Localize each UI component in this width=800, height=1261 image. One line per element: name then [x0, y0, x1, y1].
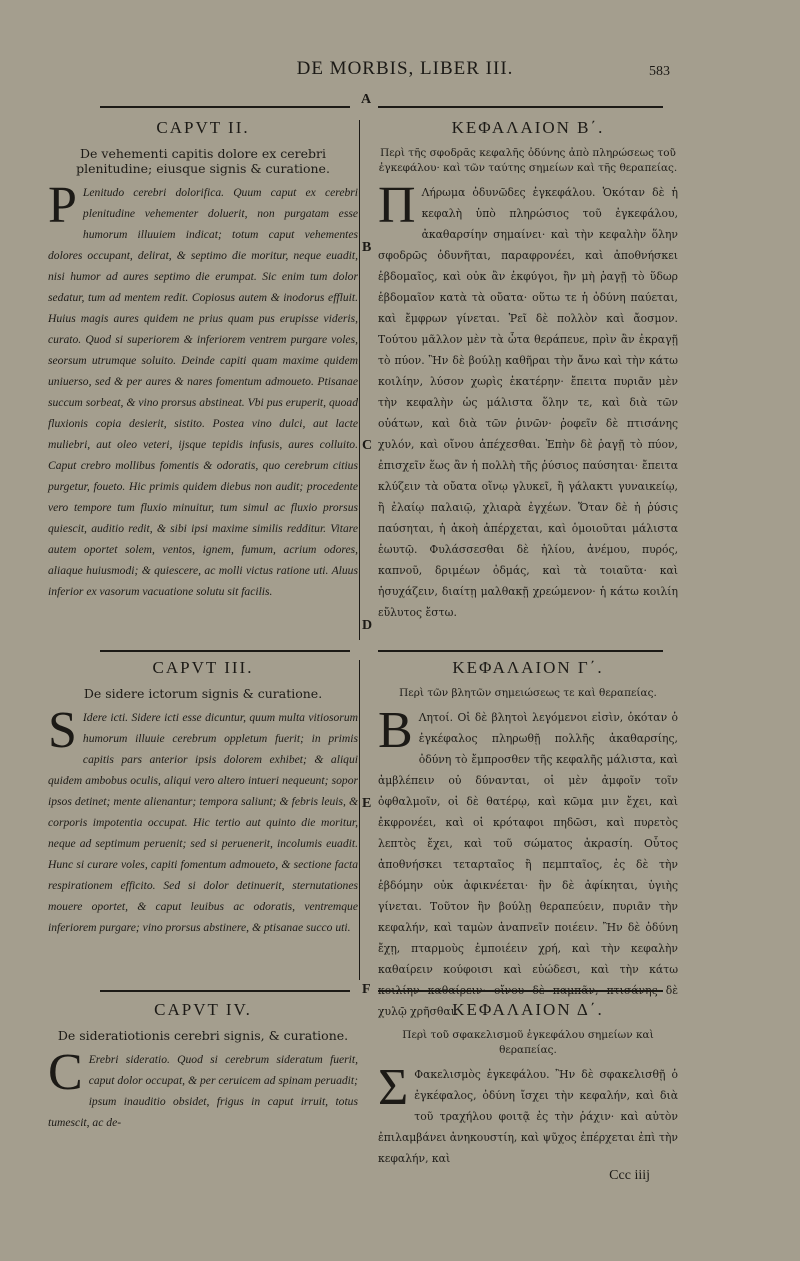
- margin-letter-b: B: [362, 240, 372, 255]
- chapter-body: [48, 1044, 358, 1133]
- drop-cap: C: [48, 1044, 83, 1101]
- chapter-text: Λήρωμα ὀδυνῶδες ἐγκεφάλου. Ὁκόταν δὲ ἡ κεφαλὴ ὑπὸ πληρώσιος τοῦ ἐγκεφάλου, ἀκαθαρσίην σημαίνει· καὶ τὴν κεφαλὴν ὅλην σφοδρῶς ὀδυνῆται, παραφρονέει, καὶ ἀποθνήσκει ἑβδομαῖος, καὶ οὐκ ἂν ἐκφύγοι, ἢν μὴ ῥαγῇ τὸ ὕδωρ ἑβδομαῖον κατὰ τὰ οὔατα· οὕτω τε ἡ ὀδύνη παύεται, καὶ ἔμφρων γίνεται. Ῥεῖ δὲ πολλὸν καὶ ἄοσμον. Τούτου μᾶλλον μὲν τὰ ὦτα θεράπευε, πρὶν ἂν ἐκραγῇ τὸ πύον. Ἢν δὲ βούλῃ καθῆραι τὴν ἄνω καὶ τὴν κάτω κοιλίην, λύσον χωρὶς ἑκατέρην· ἔπειτα πυριᾶν μὲν τὴν κεφαλὴν ὡς μάλιστα ὅλην τε, καὶ διὰ τῶν οὐάτων, καὶ διὰ τῶν ῥινῶν· ῥοφεῖν δὲ πτισάνης χυλόν, καὶ οἴνου ἀπέχεσθαι. Ἐπὴν δὲ ῥαγῇ τὸ πύον, ἐπισχεῖν ἕως ἂν ἡ πολλὴ τῆς ῥύσιος παύσηται· ἔπειτα κλύζειν τὰ οὔατα οἴνῳ γλυκεῖ, ἢ γάλακτι γυναικείῳ, ἢ ἐλαίῳ παλαιῷ, χλιαρὰ ἐγχέων. Ὅταν δὲ ἡ ῥύσις παύσηται, ἡ ἀκοὴ ἀπέρχεται, καὶ ὁμοιοῦται μάλιστα ἑωυτῷ. Φυλάσσεσθαι δὲ ἡλίου, ἀνέμου, πυρός, καπνοῦ, δριμέων ὀδμάς, καὶ τὰ τοιαῦτα· καὶ ἡσυχάζειν, διαίτῃ μαλθακῇ χρεώμενον· ἡ κάτω κοιλίη εὔλυτος ἔστω.: [378, 186, 678, 619]
- chapter-subtitle: De vehementi capitis dolore ex cerebri plenitudine; eiusque signis & curatione.: [76, 146, 330, 176]
- latin-chapter-4: [48, 1000, 358, 1160]
- chapter-heading: ΚΕΦΑΛΑΙΟΝ Γ΄.: [452, 658, 604, 677]
- drop-cap: Β: [378, 702, 413, 759]
- column-divider: [359, 120, 360, 640]
- margin-letter-f: F: [362, 982, 371, 997]
- header-rule-right: [378, 106, 663, 108]
- chapter-text: Erebri sideratio. Quod si cerebrum sideratum fuerit, caput dolor occupat, & per ceruicem ad spinam peruadit; ipsum inauditio obsidet, frigus in caput irruit, totus tumescit, ac de-: [48, 1053, 358, 1129]
- chapter-heading: CAPVT III.: [152, 658, 254, 677]
- chapter-text: Lenitudo cerebri dolorifica. Quum caput ex cerebri plenitudine vehementer doluerit, non purgatam esse humorum illuuiem indicat; totum caput vehementes dolores occupant, delirat, & septimo die moritur, neque euadit, nisi humor ad aures septimo die erumpat. Sic enim tum dolor sedatur, tum ad mentem redit. Copiosus autem & inodorus effluit. Huius magis aures quidem ne prius quam pus erupisse videris, curato. Quod si superiorem & inferiorem ventrem purgare voles, seorsum utrumque soluito. Deinde capiti quam maxime quidem uniuerso, sed & per aures & nares fomentum admoueto. Ptisanae succum sorbeat, & vino prorsus abstineat. Vbi pus eruperit, quoad fluxionis copia desierit, sistito. Postea vino dulci, aut lacte muliebri, aut oleo veteri, ijsque tepidis infusis, aures colluito. Caput crebro mollibus fomentis & odoratis, quo cerebrum citius purgetur, foueto. Hic primis quidem diebus non audit; procedente vero tempore tum fluxio minuitur, tum simul ac fluxio prorsus quiescit, auditio redit, & sibi ipsi maxime similis redditur. Vitare autem oportet solem, ventos, ignem, fumum, acrium odores, aliaque huiusmodi; & quiescere, ac molli victus ratione uti. Aluus inferior ex vasorum vacuatione solutu sit facilis.: [48, 186, 358, 598]
- section-rule-left: [100, 650, 350, 652]
- latin-chapter-2: [48, 118, 358, 638]
- margin-letter-e: E: [362, 796, 372, 811]
- chapter-subtitle: Περὶ τῆς σφοδρᾶς κεφαλῆς ὀδύνης ἀπὸ πληρώσεως τοῦ ἐγκεφάλου· καὶ τῶν ταύτης σημείων καὶ τῆς θεραπείας.: [378, 147, 678, 174]
- greek-chapter-4: [378, 1000, 678, 1165]
- folio-number: 583: [649, 64, 670, 79]
- chapter-subtitle: Περὶ τῶν βλητῶν σημειώσεως τε καὶ θεραπείας.: [399, 687, 657, 699]
- drop-cap: P: [48, 177, 77, 234]
- chapter-body: [378, 1059, 678, 1169]
- chapter-heading: CAPVT IV.: [154, 1000, 252, 1019]
- chapter-heading: CAPVT II.: [156, 118, 250, 137]
- chapter-text: Idere icti. Sidere icti esse dicuntur, quum multa vitiosorum humorum illuuie cerebrum oppletum fuerit; in primis capitis pars anterior ipsis dolorem exhibet; & aliqui quidem ambobus oculis, aliqui vero altero intueri nequeunt; sopor ipsos detinet; mente alienantur; tempora saliunt; & febris leuis, & corporis impotentia occupat. Hic tertio aut quinto die moritur, neque ad septimum peruenit; sed si peruenerit, incolumis euadit. Hunc si curare voles, capiti fomentum admoueto, & sectione facta respirationem efficito. Sed si dolor detinuerit, sternutationes mouere oportet, & caput leuibus ac odoratis, ventremque inferiorem purgare; vino prorsus abstinere, & ptisanae succo uti.: [48, 711, 358, 934]
- chapter-text: Λητοί. Οἱ δὲ βλητοὶ λεγόμενοι εἰσὶν, ὁκόταν ὁ ἐγκέφαλος πληρωθῇ πολλῆς ἀκαθαρσίης, ὀδύνη τὸ ἔμπροσθεν τῆς κεφαλῆς μάλιστα, καὶ ἀμβλέπειν οὐ δύνανται, οἱ μὲν ἀμφοῖν τοῖν ὀφθαλμοῖν, οἱ δὲ θατέρῳ, καὶ κῶμα μιν ἔχει, καὶ ἐκφρονέει, καὶ οἱ κρόταφοι πηδῶσι, καὶ πυρετὸς λεπτὸς ἔχει, καὶ τοῦ σώματος ἀκρασίη. Οὗτος ἀποθνήσκει τεταρταῖος ἢ πεμπταῖος, ἐς δὲ τὴν ἑβδόμην οὐκ ἀφικνέεται· ἢν δὲ ἀφίκηται, ὑγιὴς γίνεται. Τοῦτον ἢν βούλῃ θεραπεύειν, πυριᾶν τὴν κεφαλήν, καὶ ταμὼν ἀναπνεῖν ποιέειν. Ἢν δὲ ὀδύνη ἔχῃ, πταρμοὺς ἐμποιέειν χρή, καὶ τὴν κεφαλὴν καθαίρειν κούφοισι καὶ εὐώδεσι, καὶ τὴν κάτω κοιλίην καθαίρειν· οἴνου δὲ παμπᾶν, πτισάνης δὲ χυλῷ χρῆσθαι.: [378, 711, 678, 1018]
- chapter-heading: ΚΕΦΑΛΑΙΟΝ Δ΄.: [452, 1000, 604, 1019]
- margin-letter-a: A: [361, 92, 372, 107]
- margin-letter-c: C: [362, 438, 373, 453]
- latin-chapter-3: [48, 658, 358, 980]
- section-rule-right: [378, 650, 663, 652]
- chapter-subtitle: Περὶ τοῦ σφακελισμοῦ ἐγκεφάλου σημείων καὶ θεραπείας.: [402, 1029, 654, 1056]
- drop-cap: S: [48, 702, 77, 759]
- chapter-subtitle: De sideratiotionis cerebri signis, & curatione.: [57, 1028, 349, 1043]
- chapter-body: [48, 702, 358, 938]
- chapter-heading: ΚΕΦΑΛΑΙΟΝ Β΄.: [451, 118, 605, 137]
- greek-chapter-2: [378, 118, 678, 638]
- column-divider: [359, 660, 360, 980]
- chapter-body: [378, 177, 678, 623]
- section-rule-left: [100, 990, 350, 992]
- chapter-subtitle: De sidere ictorum signis & curatione.: [83, 686, 323, 701]
- signature-mark: Ccc iiij: [609, 1168, 650, 1183]
- drop-cap: Σ: [378, 1059, 409, 1116]
- chapter-text: Φακελισμὸς ἐγκεφάλου. Ἢν δὲ σφακελισθῇ ὁ ἐγκέφαλος, ὀδύνη ἴσχει τὴν κεφαλήν, καὶ διὰ τοῦ τραχήλου φοιτᾷ ἐς τὴν ῥάχιν· καὶ αὐτὸν ἐπιλαμβάνει ἀνηκουστίη, καὶ ψῦχος ἐπέρχεται ἐπὶ τὴν κεφαλήν, καὶ: [378, 1068, 678, 1165]
- drop-cap: Π: [378, 177, 416, 234]
- header-rule-left: [100, 106, 350, 108]
- chapter-body: [378, 702, 678, 1022]
- margin-letter-d: D: [362, 618, 373, 633]
- chapter-body: [48, 177, 358, 602]
- running-title: DE MORBIS, LIBER III.: [296, 58, 514, 79]
